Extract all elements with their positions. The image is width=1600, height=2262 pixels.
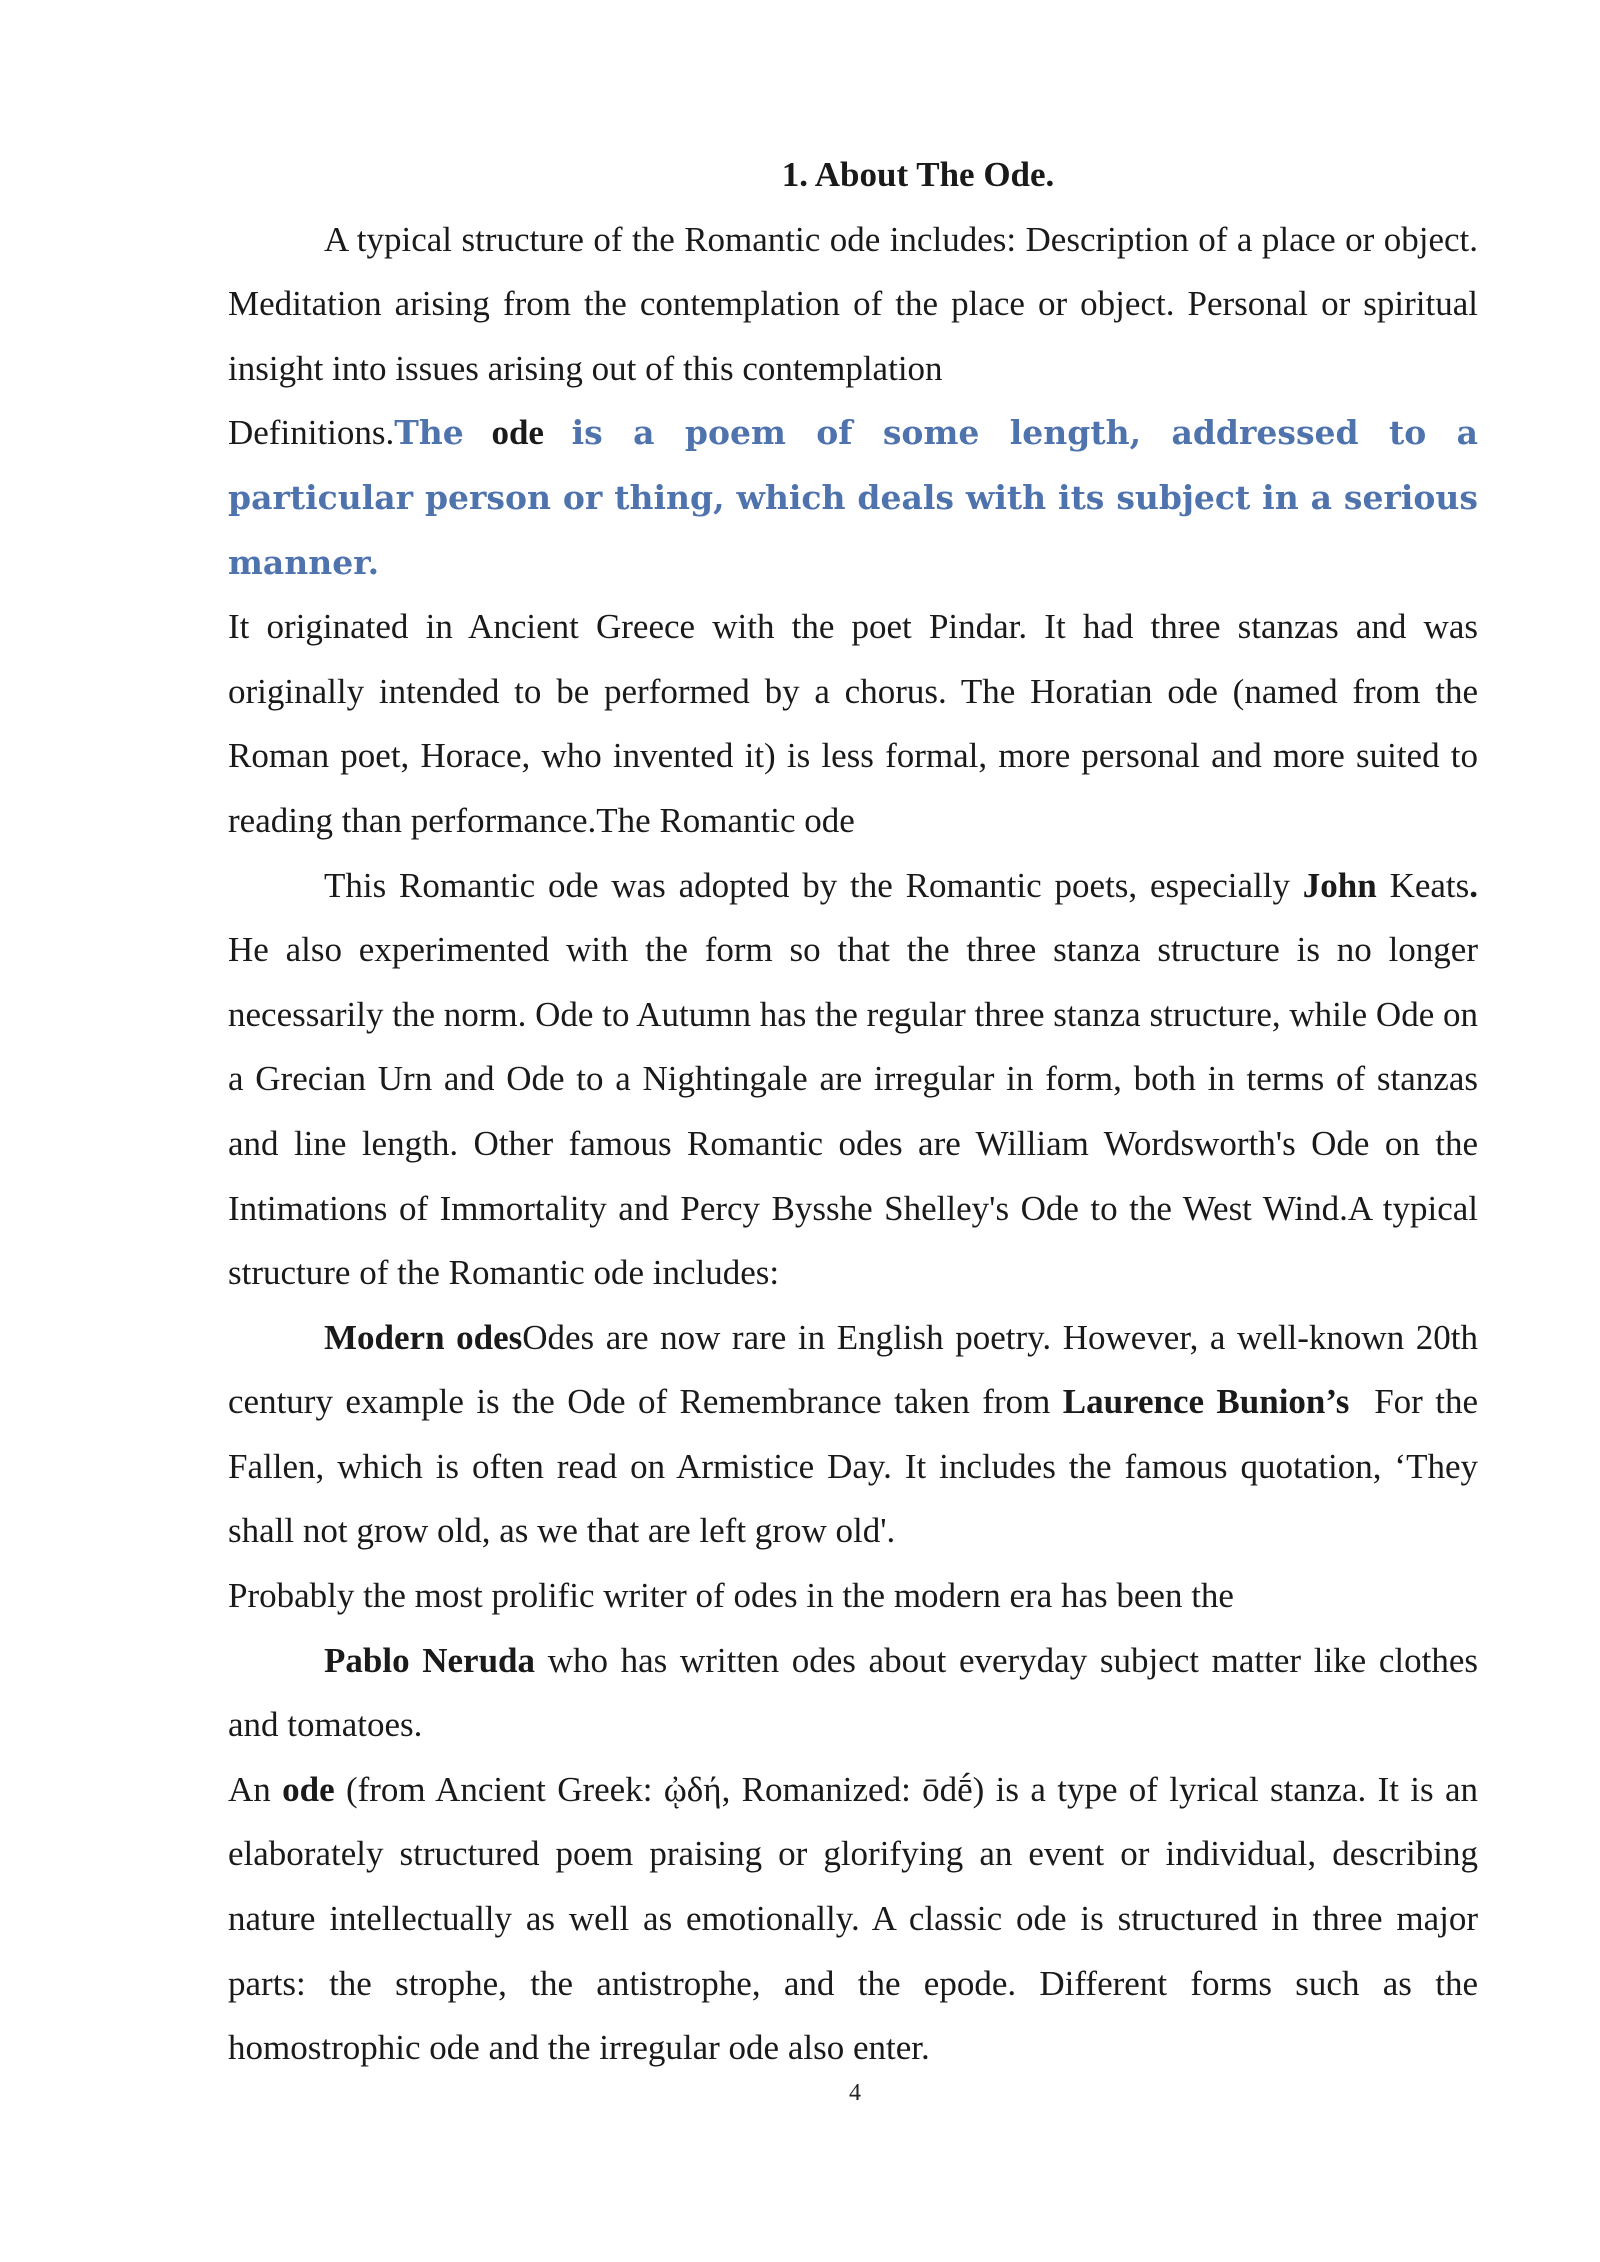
etymology-paragraph bbox=[228, 1758, 1478, 2081]
etymology-text: (from Ancient Greek: ᾠδή, Romanized: ōdḗ) is a type of lyrical stanza. It is an elaborately structured poem praising or glorifying an event or individual, describing nature intellectually as well as emotionally. A classic ode is structured in three major parts: the strophe, the antistrophe, and the epode. Different forms such as the homostrophic ode and the irregular ode also enter. bbox=[228, 1769, 1479, 2068]
definition-the: The bbox=[394, 413, 464, 453]
origin-paragraph: It originated in Ancient Greece with the poet Pindar. It had three stanzas and was originally intended to be performed by a chorus. The Horatian ode (named from the Roman poet, Horace, who invented it) is less formal, more personal and more suited to reading than performance.The Romantic ode bbox=[228, 607, 1478, 840]
section-heading: 1. About The Ode. bbox=[781, 155, 1055, 194]
binyon-name: Laurence Bunion’s bbox=[1062, 1382, 1350, 1422]
keats-text-a: This Romantic ode was adopted by the Romantic poets, especially bbox=[324, 865, 1290, 905]
definitions-label: Definitions. bbox=[228, 413, 395, 453]
definition-ode-term: ode bbox=[491, 413, 544, 453]
neruda-name: Pablo Neruda bbox=[324, 1640, 536, 1680]
etymology-ode-term: ode bbox=[282, 1769, 335, 1809]
document-body bbox=[228, 143, 1478, 2081]
neruda-paragraph bbox=[228, 1629, 1478, 1758]
definition-paragraph bbox=[228, 401, 1478, 595]
modern-odes-paragraph bbox=[228, 1306, 1478, 1564]
keats-paragraph bbox=[228, 854, 1478, 1306]
keats-period: . bbox=[1469, 865, 1479, 905]
modern-odes-text-a: Odes are now rare in English poetry. However, a well-known 20th century example is the Ode of Remembrance taken from bbox=[228, 1317, 1479, 1422]
intro-paragraph: A typical structure of the Romantic ode includes: Description of a place or object. Meditation arising from the contemplation of the place or object. Personal or spiritual insight into issues arising out of this contemplation bbox=[228, 219, 1478, 388]
prolific-paragraph: Probably the most prolific writer of odes in the modern era has been the bbox=[228, 1576, 1234, 1616]
keats-text-b: He also experimented with the form so that the three stanza structure is no longer necessarily the norm. Ode to Autumn has the regular three stanza structure, while Ode on a Grecian Urn and Ode to a Nightingale are irregular in form, both in terms of stanzas and line length. Other famous Romantic odes are William Wordsworth's Ode on the Intimations of Immortality and Percy Bysshe Shelley's Ode to the West Wind.A typical structure of the Romantic ode includes: bbox=[228, 930, 1478, 1293]
modern-odes-text-b: For the Fallen, which is often read on Armistice Day. It includes the famous quotation, ‘They shall not grow old, as we that are left grow old'. bbox=[228, 1382, 1478, 1551]
neruda-text: who has written odes about everyday subject matter like clothes and tomatoes. bbox=[228, 1640, 1479, 1745]
keats-name-first: John bbox=[1302, 865, 1377, 905]
keats-name-last: Keats bbox=[1389, 865, 1470, 905]
modern-odes-heading: Modern odes bbox=[324, 1317, 523, 1357]
page-number: 4 bbox=[849, 2080, 861, 2106]
etymology-an: An bbox=[228, 1769, 271, 1809]
definition-text: is a poem of some length, addressed to a particular person or thing, which deals with its subject in a serious manner. bbox=[228, 413, 1479, 582]
